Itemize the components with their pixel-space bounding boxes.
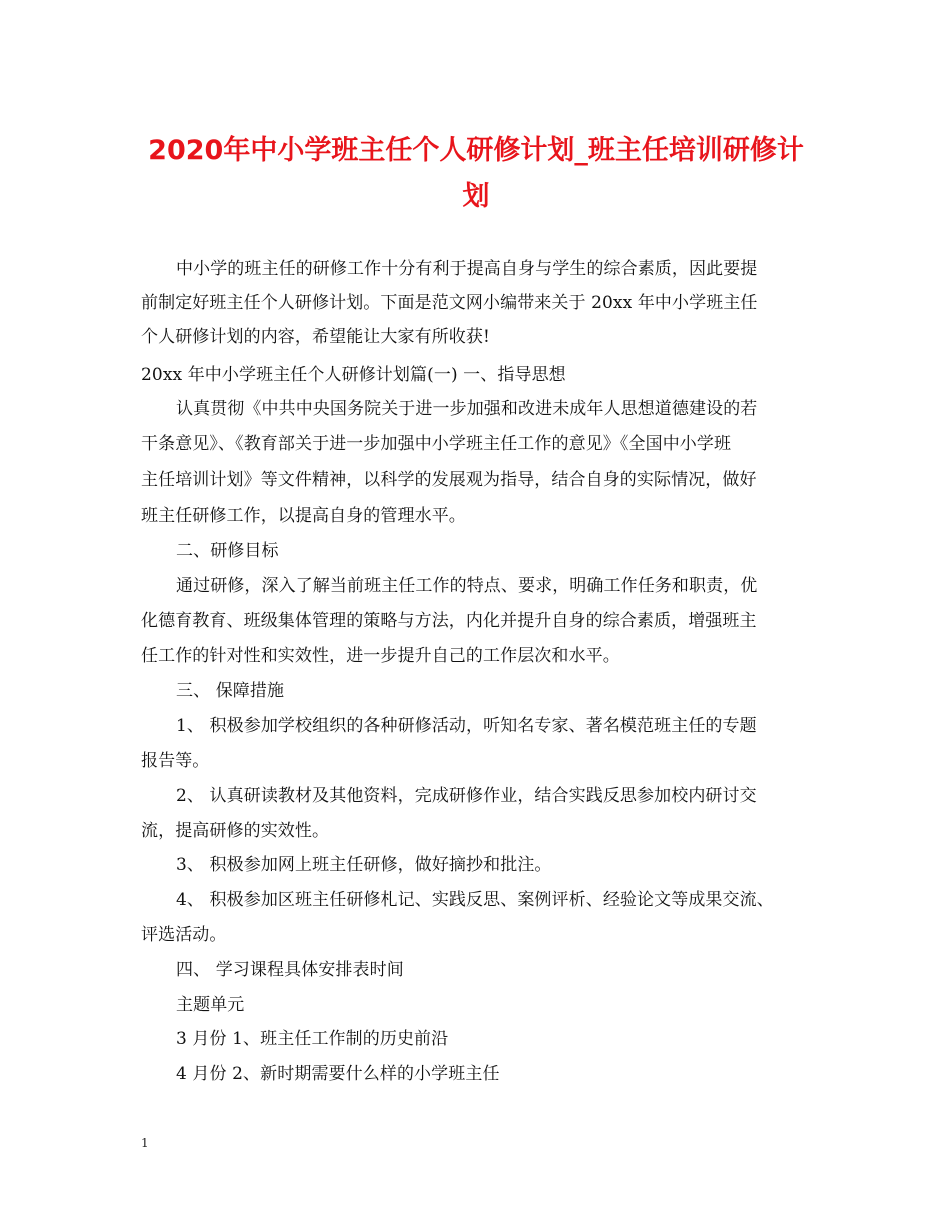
list-item-line: 1、 积极参加学校组织的各种研修活动，听知名专家、著名模范班主任的专题 xyxy=(176,716,757,736)
section-heading: 三、 保障措施 xyxy=(176,681,285,701)
schedule-line: 4 月份 2、新时期需要什么样的小学班主任 xyxy=(176,1064,500,1084)
paragraph-line: 化德育教育、班级集体管理的策略与方法，内化并提升自身的综合素质，增强班主 xyxy=(141,611,757,631)
paragraph-line: 前制定好班主任个人研修计划。下面是范文网小编带来关于 20xx 年中小学班主任 xyxy=(141,293,758,313)
paragraph-line: 干条意见》、《教育部关于进一步加强中小学班主任工作的意见》《全国中小学班 xyxy=(141,434,732,454)
paragraph-line: 主任培训计划》等文件精神，以科学的发展观为指导，结合自身的实际情况，做好 xyxy=(141,470,757,490)
paragraph-line: 主题单元 xyxy=(176,995,245,1015)
list-item-line: 评选活动。 xyxy=(141,925,227,945)
section-heading-line: 20xx 年中小学班主任个人研修计划篇(一) 一、指导思想 xyxy=(141,365,566,385)
list-item-line: 4、 积极参加区班主任研修札记、实践反思、案例评析、经验论文等成果交流、 xyxy=(176,890,774,910)
paragraph-line: 通过研修，深入了解当前班主任工作的特点、要求，明确工作任务和职责，优 xyxy=(176,576,758,596)
page-number: 1 xyxy=(141,1136,149,1150)
section-heading: 四、 学习课程具体安排表时间 xyxy=(176,960,404,980)
list-item-line: 2、 认真研读教材及其他资料，完成研修作业，结合实践反思参加校内研讨交 xyxy=(176,786,757,806)
paragraph-line: 个人研修计划的内容，希望能让大家有所收获! xyxy=(141,327,490,347)
paragraph-line: 班主任研修工作，以提高自身的管理水平。 xyxy=(141,506,466,526)
list-item-line: 报告等。 xyxy=(141,751,210,771)
list-item-line: 流，提高研修的实效性。 xyxy=(141,821,330,841)
paragraph-line: 认真贯彻《中共中央国务院关于进一步加强和改进未成年人思想道德建设的若 xyxy=(176,399,758,419)
paragraph-line: 中小学的班主任的研修工作十分有利于提高自身与学生的综合素质，因此要提 xyxy=(176,259,758,279)
section-heading: 二、研修目标 xyxy=(176,541,279,561)
document-title-line-1: 2020年中小学班主任个人研修计划_班主任培训研修计 xyxy=(148,135,804,166)
list-item-line: 3、 积极参加网上班主任研修，做好摘抄和批注。 xyxy=(176,855,552,875)
document-title-line-2: 划 xyxy=(462,181,490,212)
schedule-line: 3 月份 1、班主任工作制的历史前沿 xyxy=(176,1029,449,1049)
paragraph-line: 任工作的针对性和实效性，进一步提升自己的工作层次和水平。 xyxy=(141,646,620,666)
